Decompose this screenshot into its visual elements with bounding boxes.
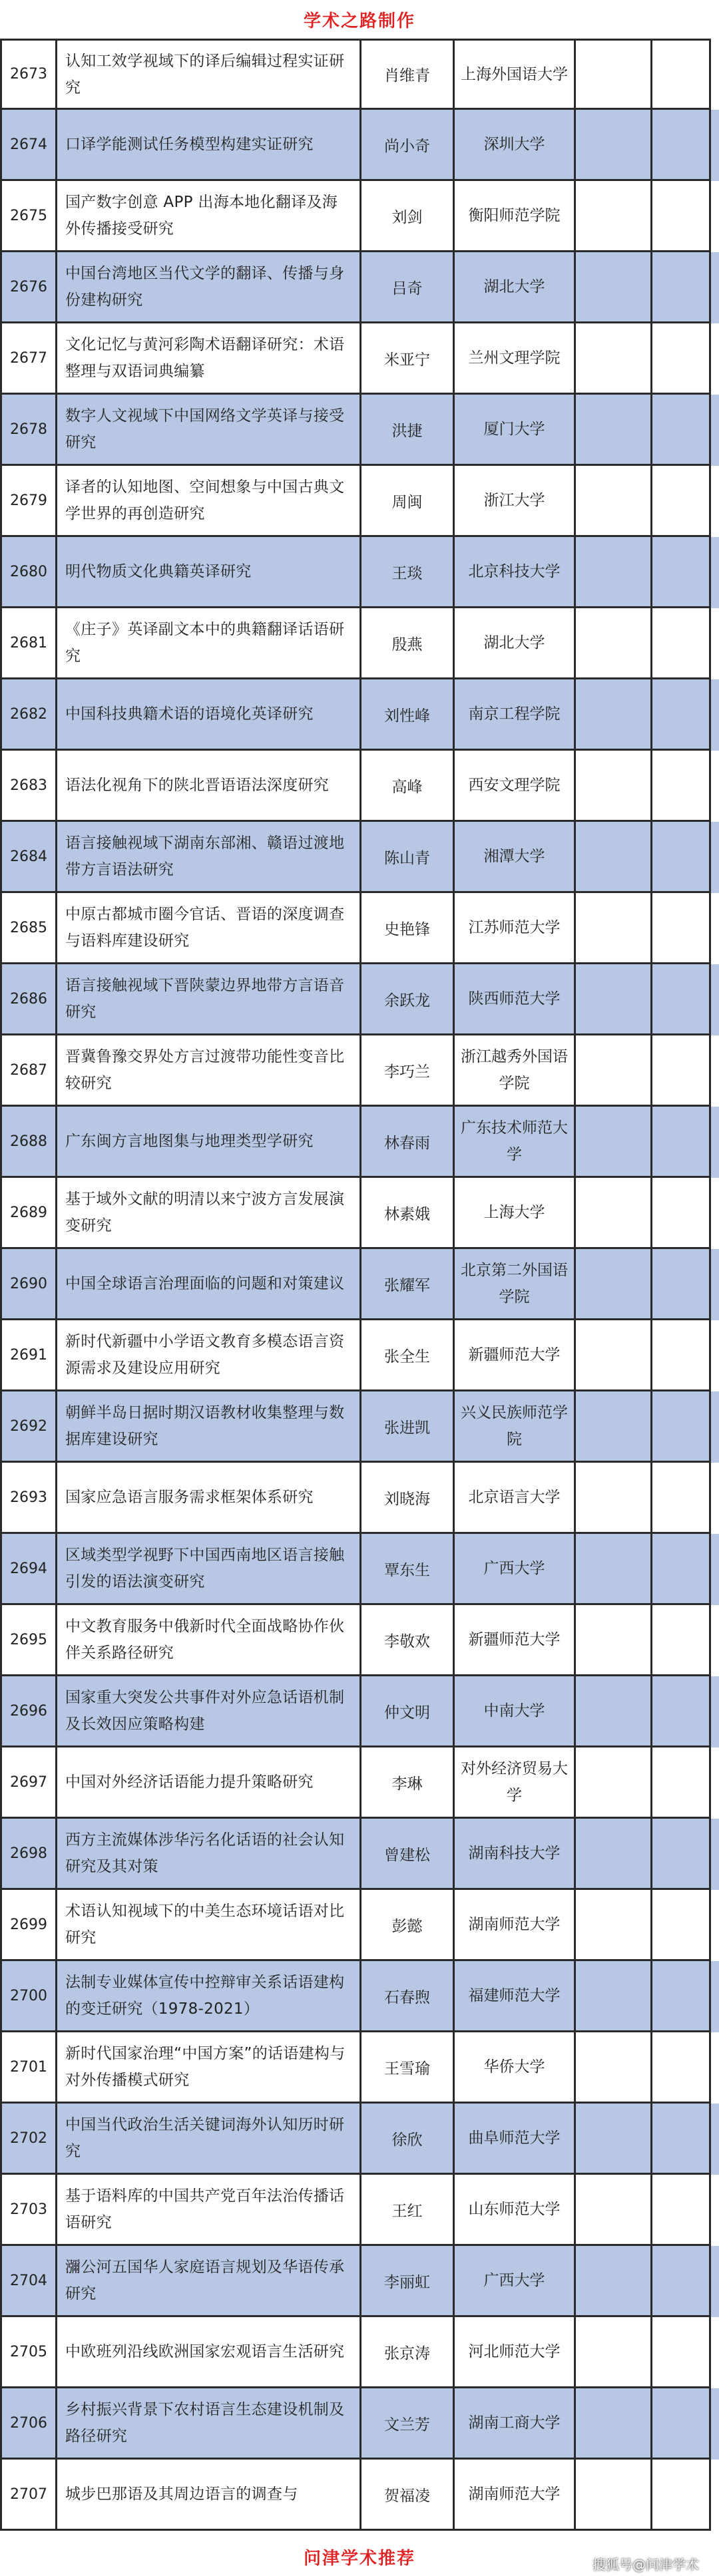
empty-cell: [652, 2104, 711, 2175]
empty-cell: [576, 893, 652, 964]
table-row: [0, 608, 719, 679]
row-number: 2703: [0, 2175, 57, 2246]
project-title: 基于语料库的中国共产党百年法治传播话语研究: [57, 2175, 361, 2246]
empty-cell: [652, 2460, 711, 2531]
principal-name: 林素娥: [361, 1178, 455, 1249]
table-row: [0, 537, 719, 608]
row-number: 2694: [0, 1534, 57, 1605]
empty-cell: [652, 964, 711, 1035]
row-number: 2681: [0, 608, 57, 679]
table-row: [0, 1676, 719, 1748]
empty-cell: [576, 323, 652, 395]
row-number: 2693: [0, 1463, 57, 1534]
institution-name: 对外经济贸易大学: [455, 1748, 576, 1819]
institution-name: 北京科技大学: [455, 537, 576, 608]
table-row: [0, 323, 719, 395]
project-title: 口译学能测试任务模型构建实证研究: [57, 110, 361, 181]
principal-name: 覃东生: [361, 1534, 455, 1605]
principal-name: 高峰: [361, 751, 455, 822]
principal-name: 吕奇: [361, 252, 455, 323]
project-title: 译者的认知地图、空间想象与中国古典文学世界的再创造研究: [57, 466, 361, 537]
empty-cell: [652, 1605, 711, 1676]
empty-cell: [576, 822, 652, 893]
principal-name: 刘剑: [361, 181, 455, 252]
empty-cell: [652, 2032, 711, 2104]
empty-cell: [576, 1035, 652, 1107]
row-number: 2683: [0, 751, 57, 822]
empty-cell: [652, 1391, 711, 1463]
principal-name: 史艳锋: [361, 893, 455, 964]
institution-name: 江苏师范大学: [455, 893, 576, 964]
empty-cell: [576, 537, 652, 608]
empty-cell: [576, 1961, 652, 2032]
footer-title: 问津学术推荐: [303, 2549, 415, 2569]
empty-cell: [576, 2388, 652, 2460]
project-title: 乡村振兴背景下农村语言生态建设机制及路径研究: [57, 2388, 361, 2460]
principal-name: 尚小奇: [361, 110, 455, 181]
institution-name: 兴义民族师范学院: [455, 1391, 576, 1463]
institution-name: 湖北大学: [455, 608, 576, 679]
project-title: 国产数字创意 APP 出海本地化翻译及海外传播接受研究: [57, 181, 361, 252]
table-row: [0, 39, 719, 110]
table-row: [0, 1320, 719, 1391]
project-title: 国家应急语言服务需求框架体系研究: [57, 1463, 361, 1534]
project-title: 中国全球语言治理面临的问题和对策建议: [57, 1249, 361, 1320]
table-row: [0, 964, 719, 1035]
project-title: 城步巴那语及其周边语言的调查与: [57, 2460, 361, 2531]
project-title: 中国当代政治生活关键词海外认知历时研究: [57, 2104, 361, 2175]
empty-cell: [652, 1890, 711, 1961]
page-header: [0, 0, 719, 39]
institution-name: 浙江大学: [455, 466, 576, 537]
empty-cell: [576, 1890, 652, 1961]
table-row: [0, 466, 719, 537]
project-title: 数字人文视域下中国网络文学英译与接受研究: [57, 395, 361, 466]
row-number: 2688: [0, 1107, 57, 1178]
principal-name: 刘晓海: [361, 1463, 455, 1534]
table-row: [0, 1463, 719, 1534]
empty-cell: [576, 1320, 652, 1391]
project-title: 语言接触视域下湖南东部湘、赣语过渡地带方言语法研究: [57, 822, 361, 893]
empty-cell: [576, 252, 652, 323]
table-row: [0, 395, 719, 466]
project-title: 语法化视角下的陕北晋语语法深度研究: [57, 751, 361, 822]
empty-cell: [652, 1463, 711, 1534]
project-title: 基于域外文献的明清以来宁波方言发展演变研究: [57, 1178, 361, 1249]
table-row: [0, 1534, 719, 1605]
row-number: 2697: [0, 1748, 57, 1819]
institution-name: 浙江越秀外国语学院: [455, 1035, 576, 1107]
empty-cell: [576, 1249, 652, 1320]
principal-name: 张进凯: [361, 1391, 455, 1463]
row-number: 2706: [0, 2388, 57, 2460]
table-row: [0, 822, 719, 893]
empty-cell: [652, 1534, 711, 1605]
project-title: 新时代国家治理“中国方案”的话语建构与对外传播模式研究: [57, 2032, 361, 2104]
row-number: 2682: [0, 679, 57, 751]
row-number: 2684: [0, 822, 57, 893]
institution-name: 广东技术师范大学: [455, 1107, 576, 1178]
institution-name: 厦门大学: [455, 395, 576, 466]
row-number: 2698: [0, 1819, 57, 1890]
principal-name: 米亚宁: [361, 323, 455, 395]
empty-cell: [652, 679, 711, 751]
principal-name: 张全生: [361, 1320, 455, 1391]
row-number: 2678: [0, 395, 57, 466]
empty-cell: [576, 2460, 652, 2531]
principal-name: 徐欣: [361, 2104, 455, 2175]
principal-name: 余跃龙: [361, 964, 455, 1035]
institution-name: 北京语言大学: [455, 1463, 576, 1534]
empty-cell: [576, 1748, 652, 1819]
institution-name: 湖南工商大学: [455, 2388, 576, 2460]
row-number: 2704: [0, 2246, 57, 2317]
row-number: 2702: [0, 2104, 57, 2175]
project-title: 中国科技典籍术语的语境化英译研究: [57, 679, 361, 751]
table-row: [0, 2104, 719, 2175]
principal-name: 李丽虹: [361, 2246, 455, 2317]
watermark: 搜狐号@问津学术: [593, 2557, 699, 2573]
row-number: 2673: [0, 39, 57, 110]
principal-name: 殷燕: [361, 608, 455, 679]
table-row: [0, 2246, 719, 2317]
table-row: [0, 1961, 719, 2032]
empty-cell: [652, 395, 711, 466]
institution-name: 陕西师范大学: [455, 964, 576, 1035]
institution-name: 湖北大学: [455, 252, 576, 323]
empty-cell: [576, 1676, 652, 1748]
project-title: 朝鲜半岛日据时期汉语教材收集整理与数据库建设研究: [57, 1391, 361, 1463]
empty-cell: [652, 39, 711, 110]
row-number: 2680: [0, 537, 57, 608]
row-number: 2686: [0, 964, 57, 1035]
header-title: 学术之路制作: [303, 11, 415, 31]
principal-name: 肖维青: [361, 39, 455, 110]
row-number: 2696: [0, 1676, 57, 1748]
empty-cell: [576, 2032, 652, 2104]
table-row: [0, 2317, 719, 2388]
empty-cell: [652, 110, 711, 181]
empty-cell: [576, 1391, 652, 1463]
row-number: 2676: [0, 252, 57, 323]
principal-name: 贺福凌: [361, 2460, 455, 2531]
principal-name: 林春雨: [361, 1107, 455, 1178]
empty-cell: [576, 2175, 652, 2246]
row-number: 2699: [0, 1890, 57, 1961]
institution-name: 福建师范大学: [455, 1961, 576, 2032]
empty-cell: [652, 2317, 711, 2388]
empty-cell: [576, 1107, 652, 1178]
principal-name: 彭懿: [361, 1890, 455, 1961]
principal-name: 张耀军: [361, 1249, 455, 1320]
institution-name: 上海大学: [455, 1178, 576, 1249]
empty-cell: [576, 1178, 652, 1249]
institution-name: 曲阜师范大学: [455, 2104, 576, 2175]
table-row: [0, 1178, 719, 1249]
empty-cell: [652, 893, 711, 964]
empty-cell: [576, 2246, 652, 2317]
empty-cell: [576, 1605, 652, 1676]
principal-name: 王雪瑜: [361, 2032, 455, 2104]
empty-cell: [576, 181, 652, 252]
row-number: 2677: [0, 323, 57, 395]
principal-name: 文兰芳: [361, 2388, 455, 2460]
project-title: 中原古都城市圈今官话、晋语的深度调查与语料库建设研究: [57, 893, 361, 964]
empty-cell: [652, 1819, 711, 1890]
institution-name: 华侨大学: [455, 2032, 576, 2104]
table-row: [0, 1890, 719, 1961]
principal-name: 张京涛: [361, 2317, 455, 2388]
row-number: 2689: [0, 1178, 57, 1249]
project-title: 明代物质文化典籍英译研究: [57, 537, 361, 608]
principal-name: 陈山青: [361, 822, 455, 893]
institution-name: 上海外国语大学: [455, 39, 576, 110]
empty-cell: [652, 608, 711, 679]
table-row: [0, 751, 719, 822]
empty-cell: [576, 2317, 652, 2388]
principal-name: 刘性峰: [361, 679, 455, 751]
table-row: [0, 2460, 719, 2531]
project-title: 中国对外经济话语能力提升策略研究: [57, 1748, 361, 1819]
institution-name: 广西大学: [455, 2246, 576, 2317]
empty-cell: [652, 1178, 711, 1249]
principal-name: 仲文明: [361, 1676, 455, 1748]
row-number: 2692: [0, 1391, 57, 1463]
empty-cell: [576, 1534, 652, 1605]
institution-name: 北京第二外国语学院: [455, 1249, 576, 1320]
project-title: 术语认知视域下的中美生态环境话语对比研究: [57, 1890, 361, 1961]
project-title: 文化记忆与黄河彩陶术语翻译研究：术语整理与双语词典编纂: [57, 323, 361, 395]
empty-cell: [576, 110, 652, 181]
table-row: [0, 2032, 719, 2104]
row-number: 2691: [0, 1320, 57, 1391]
project-title: 法制专业媒体宣传中控辩审关系话语建构的变迁研究（1978-2021）: [57, 1961, 361, 2032]
row-number: 2700: [0, 1961, 57, 2032]
project-title: 认知工效学视域下的译后编辑过程实证研究: [57, 39, 361, 110]
institution-name: 兰州文理学院: [455, 323, 576, 395]
institution-name: 湖南师范大学: [455, 1890, 576, 1961]
row-number: 2675: [0, 181, 57, 252]
row-number: 2701: [0, 2032, 57, 2104]
table-row: [0, 679, 719, 751]
project-title: 广东闽方言地图集与地理类型学研究: [57, 1107, 361, 1178]
institution-name: 新疆师范大学: [455, 1605, 576, 1676]
institution-name: 湖南科技大学: [455, 1819, 576, 1890]
empty-cell: [576, 679, 652, 751]
principal-name: 周闽: [361, 466, 455, 537]
table-row: [0, 1249, 719, 1320]
table-row: [0, 110, 719, 181]
empty-cell: [652, 2388, 711, 2460]
principal-name: 李琳: [361, 1748, 455, 1819]
project-title: 西方主流媒体涉华污名化话语的社会认知研究及其对策: [57, 1819, 361, 1890]
row-number: 2685: [0, 893, 57, 964]
empty-cell: [576, 39, 652, 110]
empty-cell: [576, 1819, 652, 1890]
table-row: [0, 1035, 719, 1107]
table-row: [0, 1107, 719, 1178]
empty-cell: [652, 1676, 711, 1748]
empty-cell: [576, 466, 652, 537]
principal-name: 王琰: [361, 537, 455, 608]
principal-name: 王红: [361, 2175, 455, 2246]
project-title: 国家重大突发公共事件对外应急话语机制及长效因应策略构建: [57, 1676, 361, 1748]
principal-name: 石春煦: [361, 1961, 455, 2032]
institution-name: 广西大学: [455, 1534, 576, 1605]
institution-name: 中南大学: [455, 1676, 576, 1748]
empty-cell: [652, 323, 711, 395]
table-row: [0, 252, 719, 323]
project-title: 新时代新疆中小学语文教育多模态语言资源需求及建设应用研究: [57, 1320, 361, 1391]
empty-cell: [652, 1249, 711, 1320]
institution-name: 新疆师范大学: [455, 1320, 576, 1391]
empty-cell: [652, 1748, 711, 1819]
empty-cell: [652, 751, 711, 822]
empty-cell: [652, 2246, 711, 2317]
table-row: [0, 2175, 719, 2246]
institution-name: 湖南师范大学: [455, 2460, 576, 2531]
institution-name: 西安文理学院: [455, 751, 576, 822]
empty-cell: [576, 608, 652, 679]
principal-name: 李巧兰: [361, 1035, 455, 1107]
institution-name: 河北师范大学: [455, 2317, 576, 2388]
empty-cell: [652, 1961, 711, 2032]
table-row: [0, 181, 719, 252]
project-title: 《庄子》英译副文本中的典籍翻译话语研究: [57, 608, 361, 679]
empty-cell: [652, 1107, 711, 1178]
row-number: 2679: [0, 466, 57, 537]
empty-cell: [652, 822, 711, 893]
row-number: 2687: [0, 1035, 57, 1107]
empty-cell: [576, 1463, 652, 1534]
empty-cell: [576, 395, 652, 466]
table-row: [0, 1748, 719, 1819]
principal-name: 李敬欢: [361, 1605, 455, 1676]
project-title: 中国台湾地区当代文学的翻译、传播与身份建构研究: [57, 252, 361, 323]
row-number: 2707: [0, 2460, 57, 2531]
table-row: [0, 1391, 719, 1463]
row-number: 2674: [0, 110, 57, 181]
project-title: 瀰公河五国华人家庭语言规划及华语传承研究: [57, 2246, 361, 2317]
table-row: [0, 1819, 719, 1890]
empty-cell: [652, 1035, 711, 1107]
empty-cell: [652, 252, 711, 323]
empty-cell: [652, 1320, 711, 1391]
institution-name: 湘潭大学: [455, 822, 576, 893]
institution-name: 山东师范大学: [455, 2175, 576, 2246]
row-number: 2690: [0, 1249, 57, 1320]
empty-cell: [576, 751, 652, 822]
project-title: 中欧班列沿线欧洲国家宏观语言生活研究: [57, 2317, 361, 2388]
row-number: 2705: [0, 2317, 57, 2388]
project-title: 晋冀鲁豫交界处方言过渡带功能性变音比较研究: [57, 1035, 361, 1107]
empty-cell: [576, 2104, 652, 2175]
empty-cell: [652, 466, 711, 537]
empty-cell: [652, 537, 711, 608]
institution-name: 南京工程学院: [455, 679, 576, 751]
project-title: 中文教育服务中俄新时代全面战略协作伙伴关系路径研究: [57, 1605, 361, 1676]
empty-cell: [576, 964, 652, 1035]
empty-cell: [652, 181, 711, 252]
table-row: [0, 1605, 719, 1676]
row-number: 2695: [0, 1605, 57, 1676]
institution-name: 衡阳师范学院: [455, 181, 576, 252]
project-title: 区域类型学视野下中国西南地区语言接触引发的语法演变研究: [57, 1534, 361, 1605]
principal-name: 曾建松: [361, 1819, 455, 1890]
principal-name: 洪捷: [361, 395, 455, 466]
empty-cell: [652, 2175, 711, 2246]
project-title: 语言接触视域下晋陕蒙边界地带方言语音研究: [57, 964, 361, 1035]
table-row: [0, 2388, 719, 2460]
table-row: [0, 893, 719, 964]
institution-name: 深圳大学: [455, 110, 576, 181]
